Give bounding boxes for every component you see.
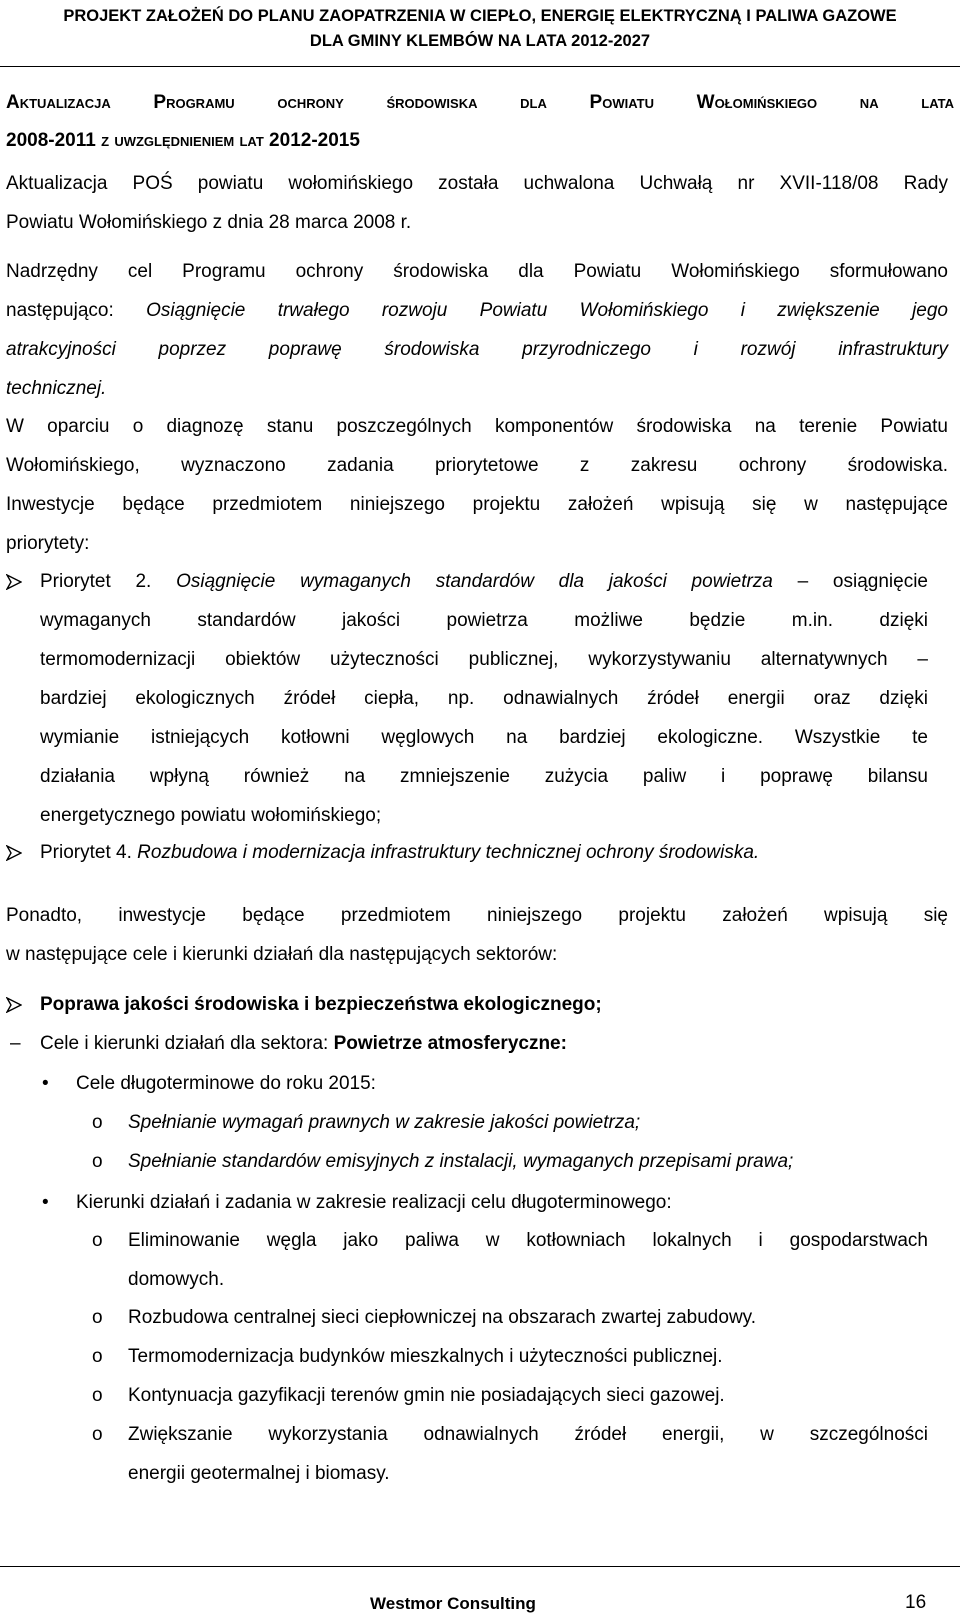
action-item: Kontynuacja gazyfikacji terenów gmin nie posiadających sieci gazowej. — [128, 1385, 725, 1406]
paragraph-line: Ponadto, inwestycje będące przedmiotem niniejszego projektu założeń wpisują się — [6, 905, 948, 926]
priority-4-label: Priorytet 4. — [40, 842, 138, 863]
arrow-bullet-icon — [6, 562, 26, 601]
action-item: Rozbudowa centralnej sieci ciepłowniczej na obszarach zwartej zabudowy. — [128, 1307, 757, 1328]
section-title-line-1: Aktualizacja Programu ochrony środowiska dla Powiatu Wołomińskiego na lata — [6, 92, 954, 113]
paragraph-main-goal — [6, 252, 948, 408]
action-item: Termomodernizacja budynków mieszkalnych i użyteczności publicznej. — [128, 1346, 723, 1367]
circle-bullet-icon: o — [92, 1151, 103, 1172]
paragraph-diagnosis — [6, 407, 948, 563]
paragraph-line: bardziej ekologicznych źródeł ciepła, np. odnawialnych źródeł energii oraz dzięki — [40, 688, 928, 709]
dot-bullet-icon: • — [42, 1192, 49, 1213]
action-item — [128, 1221, 928, 1299]
circle-bullet-icon: o — [92, 1385, 103, 1406]
paragraph-line: Powiatu Wołomińskiego z dnia 28 marca 2008 r. — [6, 212, 412, 233]
paragraph-line: priorytety: — [6, 533, 90, 554]
priority-2-title: Osiągnięcie wymaganych standardów dla jakości powietrza — [176, 571, 773, 592]
paragraph-line — [6, 291, 948, 330]
paragraph-line: atrakcyjności poprzez poprawę środowiska przyrodniczego i rozwój infrastruktury — [6, 339, 948, 360]
priority-2-item — [40, 562, 928, 835]
paragraph-line: działania wpłyną również na zmniejszenie zużycia paliw i poprawę bilansu — [40, 766, 928, 787]
section-title — [6, 84, 954, 160]
paragraph-line: Nadrzędny cel Programu ochrony środowiska dla Powiatu Wołomińskiego sformułowano — [6, 261, 948, 282]
circle-bullet-icon: o — [92, 1112, 103, 1133]
goal-intro: następująco: — [6, 300, 147, 321]
dot-bullet-icon: • — [42, 1073, 49, 1094]
paragraph-line: technicznej. — [6, 378, 107, 399]
section-title-line-2: 2008-2011 z uwzględnieniem lat 2012-2015 — [6, 130, 360, 151]
paragraph-line: w następujące cele i kierunki działań dla następujących sektorów: — [6, 944, 558, 965]
paragraph-line: Aktualizacja POŚ powiatu wołomińskiego została uchwalona Uchwałą nr XVII-118/08 Rady — [6, 173, 948, 194]
sector-line-name: Powietrze atmosferyczne: — [333, 1033, 567, 1054]
goal-item: Spełnianie standardów emisyjnych z instalacji, wymaganych przepisami prawa; — [128, 1151, 794, 1172]
header-line-1: PROJEKT ZAŁOŻEŃ DO PLANU ZAOPATRZENIA W CIEPŁO, ENERGIĘ ELEKTRYCZNĄ I PALIWA GAZOWE — [63, 7, 897, 25]
circle-bullet-icon: o — [92, 1346, 103, 1367]
paragraph-line: W oparciu o diagnozę stanu poszczególnych komponentów środowiska na terenie Powiatu — [6, 416, 948, 437]
goals-title: Cele długoterminowe do roku 2015: — [76, 1073, 376, 1094]
footer-company: Westmor Consulting — [370, 1594, 536, 1613]
sector-line-label: Cele i kierunki działań dla sektora: — [40, 1033, 334, 1054]
circle-bullet-icon: o — [92, 1424, 103, 1445]
paragraph-line: termomodernizacji obiektów użyteczności publicznej, wykorzystywaniu alternatywnych – — [40, 649, 928, 670]
action-line: Eliminowanie węgla jako paliwa w kotłowniach lokalnych i gospodarstwach — [128, 1230, 928, 1251]
priority-2-dash-text: – osiągnięcie — [772, 571, 928, 592]
actions-title: Kierunki działań i zadania w zakresie realizacji celu długoterminowego: — [76, 1192, 672, 1213]
page-number: 16 — [905, 1592, 927, 1613]
paragraph-line: Inwestycje będące przedmiotem niniejszego projektu założeń wpisują się w następujące — [6, 494, 948, 515]
action-line: energii geotermalnej i biomasy. — [128, 1463, 390, 1484]
arrow-bullet-icon — [6, 985, 26, 1024]
sector-line — [40, 1024, 567, 1063]
arrow-bullet-icon — [6, 833, 26, 872]
paragraph-line: wymaganych standardów jakości powietrza możliwe będzie m.in. dzięki — [40, 610, 928, 631]
action-line: domowych. — [128, 1269, 225, 1290]
dash-bullet-icon: – — [10, 1033, 21, 1054]
paragraph-line: energetycznego powiatu wołomińskiego; — [40, 805, 382, 826]
paragraph-line: wymianie istniejących kotłowni węglowych na bardziej ekologiczne. Wszystkie te — [40, 727, 928, 748]
goal-item: Spełnianie wymagań prawnych w zakresie jakości powietrza; — [128, 1112, 641, 1133]
paragraph-sectors — [6, 896, 948, 974]
circle-bullet-icon: o — [92, 1307, 103, 1328]
header-line-2: DLA GMINY KLEMBÓW NA LATA 2012-2027 — [309, 32, 651, 50]
priority-2-label: Priorytet 2. — [40, 571, 177, 592]
circle-bullet-icon: o — [92, 1230, 103, 1251]
footer-rule — [0, 1566, 960, 1567]
priority-4-title: Rozbudowa i modernizacja infrastruktury technicznej ochrony środowiska. — [137, 842, 760, 863]
page-header — [0, 4, 960, 54]
paragraph-line: Wołomińskiego, wyznaczono zadania priorytetowe z zakresu ochrony środowiska. — [6, 455, 948, 476]
action-item — [128, 1415, 928, 1493]
sector-heading: Poprawa jakości środowiska i bezpieczeństwa ekologicznego; — [40, 994, 602, 1015]
priority-4-item — [40, 833, 759, 872]
action-line: Zwiększanie wykorzystania odnawialnych źródeł energii, w szczególności — [128, 1424, 928, 1445]
goal-italic: Osiągnięcie trwałego rozwoju Powiatu Wołomińskiego i zwiększenie jego — [146, 300, 948, 321]
paragraph-resolution — [6, 164, 948, 242]
header-rule — [0, 66, 960, 67]
paragraph-line — [40, 562, 928, 601]
